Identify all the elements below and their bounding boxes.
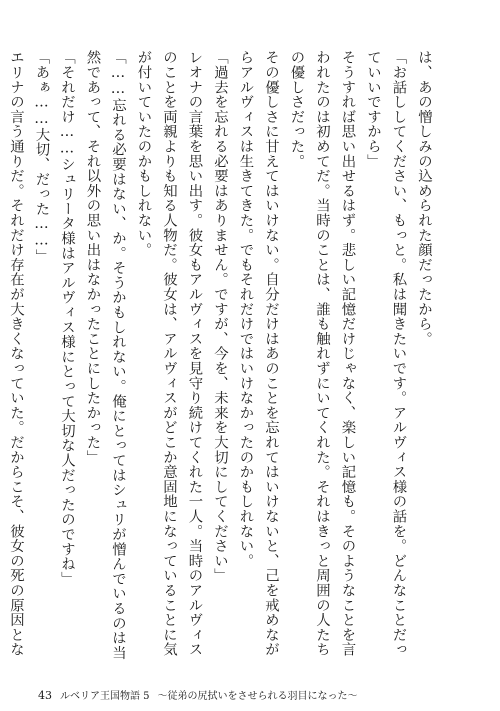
text-line: レオナの言葉を思い出す。彼女もアルヴィスを見守り続けてくれた一人。当時のアルヴィスのことを両親よりも知る人物だ。彼女は、アルヴィスがどこか意固地になっていることに気が付いていたのかもしれない。 bbox=[135, 50, 203, 657]
text-line: 「……忘れる必要はない、か。そうかもしれない。俺にとってはシュリが憎んでいるのは当然であって、それ以外の思い出はなかったことにしたかった」 bbox=[84, 50, 126, 660]
text-line: 「お話ししてください、もっと。私は聞きたいです。アルヴィス様の話を。どんなことだっていいですから」 bbox=[365, 50, 407, 657]
text-line: エリナの言う通りだ。それだけ存在が大きくなっていた。だからこそ、彼女の死の原因とな bbox=[8, 50, 24, 657]
book-title: ルベリア王国物語 5 bbox=[60, 691, 150, 702]
text-line: 「あぁ……大切、だった……」 bbox=[33, 50, 50, 264]
book-subtitle: ～従弟の尻拭いをさせられる羽目になった～ bbox=[157, 691, 358, 702]
text-line: 「それだけ……シュリータ様はアルヴィス様にとって大切な人だったのですね」 bbox=[59, 50, 75, 586]
vertical-text-block bbox=[8, 50, 436, 660]
text-line: 「過去を忘れる必要はありません。ですが、今を、未来を大切にしてください」 bbox=[212, 50, 228, 583]
text-line: その優しさに甘えてはいけない。自分だけはあのことを忘れてはいけないと、己を戒めながらアルヴィスは生きてきた。でもそれだけではいけなかったのかもしれない。 bbox=[237, 50, 279, 657]
text-line: そうすれば思い出せるはず。悲しい記憶だけじゃなく、楽しい記憶も。そのようなことを言われたのは初めてだ。当時のことは、誰も触れずにいてくれた。それはきっと周囲の人たちの優しさだった。 bbox=[288, 50, 356, 657]
text-line: は、あの憎しみの込められた顔だったから。 bbox=[416, 50, 432, 346]
page-number: 43 bbox=[38, 689, 52, 702]
page-footer bbox=[38, 690, 358, 703]
